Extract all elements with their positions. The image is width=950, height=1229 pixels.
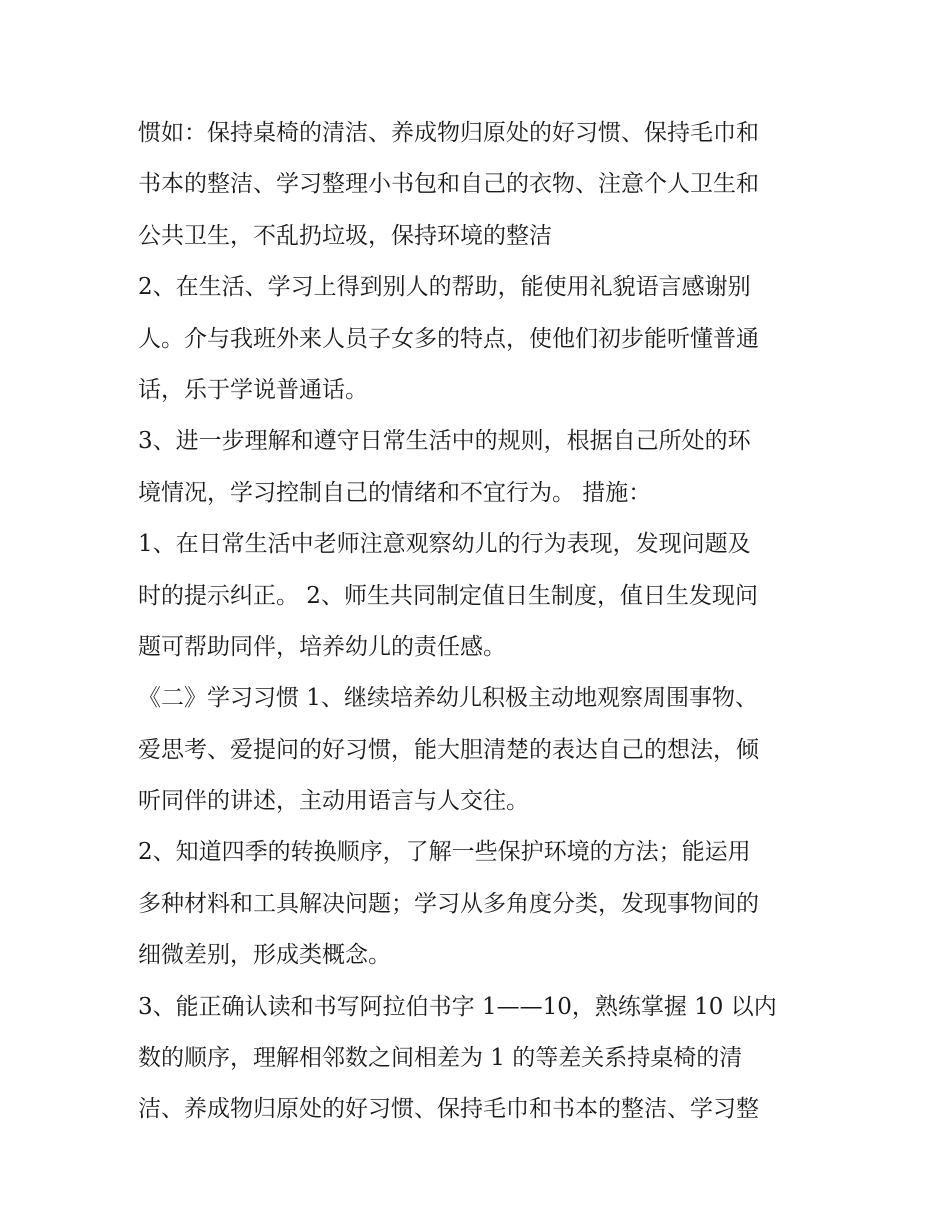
text-line: 书本的整洁、学习整理小书包和自己的衣物、注意个人卫生和 <box>138 171 759 198</box>
text-line: 惯如：保持桌椅的清洁、养成物归原处的好习惯、保持毛巾和 <box>138 120 759 146</box>
text-line: 3、能正确认读和书写阿拉伯书字 1——10，熟练掌握 10 以内 <box>138 993 777 1020</box>
document-body <box>138 108 818 1136</box>
text-line: 多种材料和工具解决问题；学习从多角度分类，发现事物间的 <box>138 890 759 917</box>
text-line: 爱思考、爱提问的好习惯，能大胆清楚的表达自己的想法，倾 <box>138 736 759 763</box>
text-line: 题可帮助同伴，培养幼儿的责任感。 <box>138 633 506 660</box>
text-line: 听同伴的讲述，主动用语言与人交往。 <box>138 788 529 815</box>
text-line: 公共卫生，不乱扔垃圾，保持环境的整洁 <box>138 222 552 249</box>
text-line: 3、进一步理解和遵守日常生活中的规则，根据自己所处的环 <box>138 428 751 455</box>
text-line: 洁、养成物归原处的好习惯、保持毛巾和书本的整洁、学习整 <box>138 1096 759 1123</box>
text-line: 1、在日常生活中老师注意观察幼儿的行为表现，发现问题及 <box>138 531 751 558</box>
text-line: 2、知道四季的转换顺序，了解一些保护环境的方法；能运用 <box>138 839 751 866</box>
text-line: 2、在生活、学习上得到别人的帮助，能使用礼貌语言感谢别 <box>138 274 751 301</box>
text-line: 人。介与我班外来人员子女多的特点，使他们初步能听懂普通 <box>138 325 759 352</box>
text-line: 境情况，学习控制自己的情绪和不宜行为。 措施： <box>138 479 652 506</box>
text-line: 话，乐于学说普通话。 <box>138 376 368 403</box>
text-line: 数的顺序，理解相邻数之间相差为 1 的等差关系持桌椅的清 <box>138 1045 743 1072</box>
text-line: 时的提示纠正。 2、师生共同制定值日生制度，值日生发现问 <box>138 582 758 609</box>
text-line: 细微差别，形成类概念。 <box>138 942 391 969</box>
text-line: 《二》学习习惯 1、继续培养幼儿积极主动地观察周围事物、 <box>138 685 758 712</box>
